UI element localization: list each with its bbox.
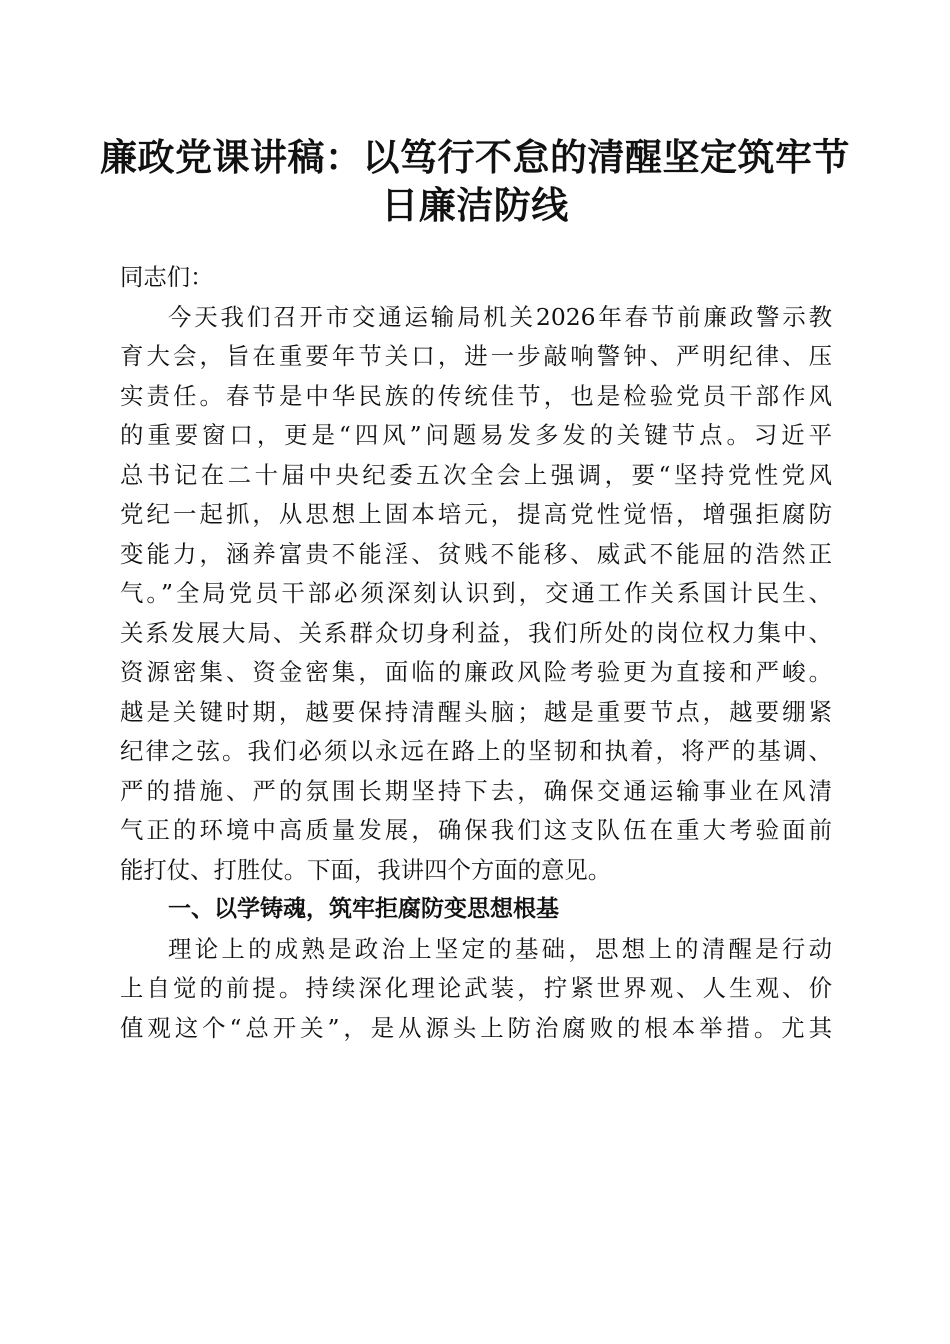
paragraph-line: 总书记在二十届中央纪委五次全会上强调，要“坚持党性党风 — [120, 460, 832, 489]
document-title — [100, 133, 850, 229]
paragraph-intro — [120, 298, 832, 891]
paragraph-line: 严的措施、严的氛围长期坚持下去，确保交通运输事业在风清 — [120, 776, 832, 805]
document-body — [120, 258, 832, 1048]
paragraph-line: 资源密集、资金密集，面临的廉政风险考验更为直接和严峻。 — [120, 658, 832, 686]
paragraph-line: 变能力，涵养富贵不能淫、贫贱不能移、威武不能屈的浩然正 — [120, 539, 832, 568]
paragraph-line: 理论上的成熟是政治上坚定的基础，思想上的清醒是行动 — [168, 934, 832, 963]
paragraph-line: 党纪一起抓，从思想上固本培元，提高党性觉悟，增强拒腐防 — [120, 500, 832, 528]
paragraph-line: 上自觉的前提。持续深化理论武装，拧紧世界观、人生观、价 — [120, 974, 832, 1002]
section-heading-1: 一、以学铸魂，筑牢拒腐防变思想根基 — [168, 896, 559, 922]
title-line-2: 日廉洁防线 — [381, 183, 569, 227]
title-line-1: 廉政党课讲稿：以笃行不怠的清醒坚定筑牢节 — [100, 135, 850, 179]
paragraph-line: 越是关键时期，越要保持清醒头脑；越是重要节点，越要绷紧 — [120, 697, 832, 726]
paragraph-line: 气。”全局党员干部必须深刻认识到，交通工作关系国计民生、 — [120, 579, 832, 607]
paragraph-line: 关系发展大局、关系群众切身利益，我们所处的岗位权力集中、 — [120, 618, 832, 647]
paragraph-line: 今天我们召开市交通运输局机关2026年春节前廉政警示教 — [168, 302, 832, 331]
paragraph-line: 值观这个“总开关”，是从源头上防治腐败的根本举措。尤其 — [120, 1013, 832, 1042]
paragraph-line: 实责任。春节是中华民族的传统佳节，也是检验党员干部作风 — [120, 381, 832, 410]
paragraph-section1 — [120, 930, 832, 1049]
paragraph-line: 纪律之弦。我们必须以永远在路上的坚韧和执着，将严的基调、 — [120, 737, 832, 765]
paragraph-line: 能打仗、打胜仗。下面，我讲四个方面的意见。 — [120, 855, 612, 884]
paragraph-line: 气正的环境中高质量发展，确保我们这支队伍在重大考验面前 — [120, 816, 832, 844]
salutation: 同志们： — [120, 263, 214, 291]
paragraph-line: 育大会，旨在重要年节关口，进一步敲响警钟、严明纪律、压 — [120, 342, 832, 370]
paragraph-line: 的重要窗口，更是“四风”问题易发多发的关键节点。习近平 — [120, 421, 832, 449]
